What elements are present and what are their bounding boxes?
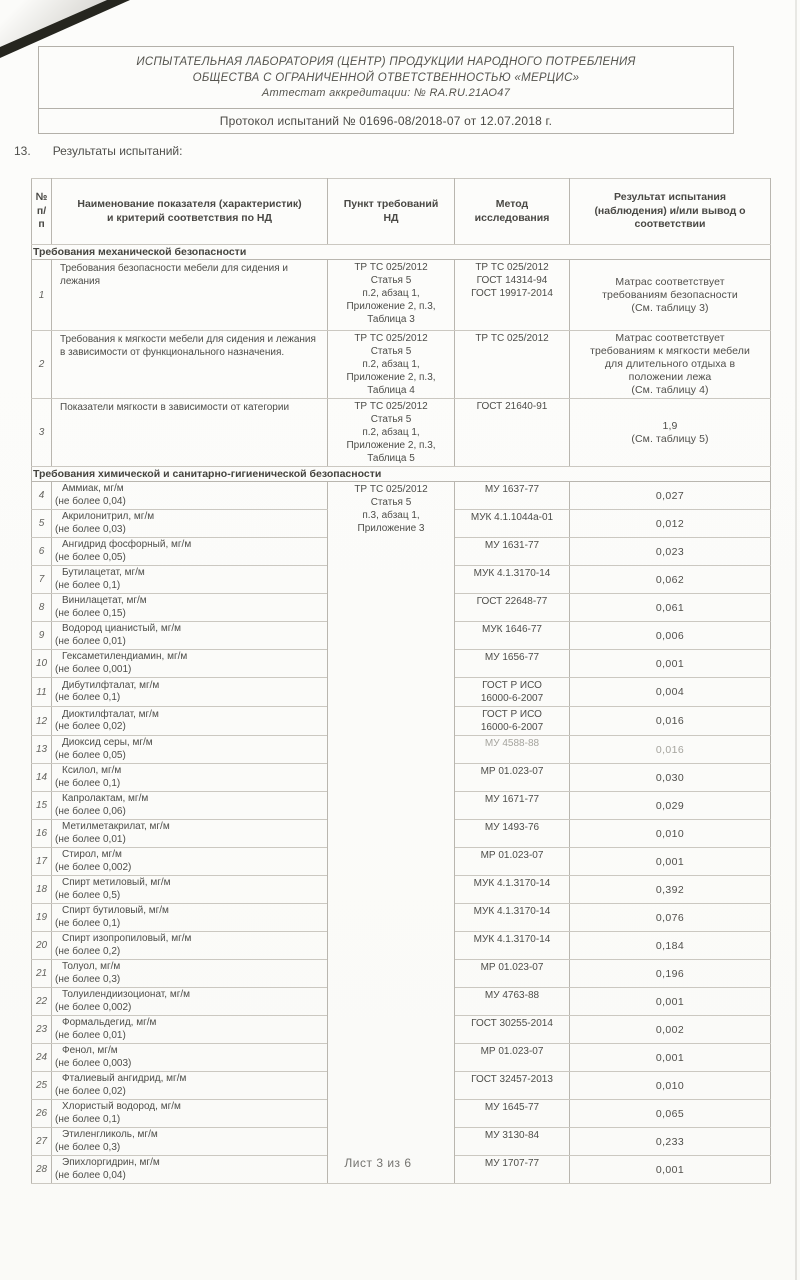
result-cell: 0,065: [570, 1100, 771, 1128]
result-cell: 0,023: [570, 538, 771, 566]
substance-name: Водород цианистый, мг/м: [62, 623, 181, 634]
cell-line: (См. таблицу 5): [631, 432, 709, 445]
cell-line: Приложение 2, п.3,: [346, 372, 436, 383]
row-number-cell: 16: [32, 820, 52, 848]
row-number-cell: 22: [32, 988, 52, 1016]
limit-value: (не более 0,04): [55, 495, 126, 507]
indicator-name-cell: [52, 764, 328, 792]
indicator-name-cell: [52, 848, 328, 876]
row-number-cell: 5: [32, 510, 52, 538]
section-header-row: [32, 245, 771, 260]
cell-line: МР 01.023-07: [480, 850, 544, 861]
result-cell: 0,076: [570, 904, 771, 932]
cell-line: №: [35, 191, 48, 204]
method-cell: [455, 650, 570, 678]
cell-line: ГОСТ 14314-94: [476, 275, 548, 286]
table-row: [32, 331, 771, 399]
cell-line: ГОСТ 21640-91: [476, 401, 548, 412]
method-cell: [455, 1044, 570, 1072]
substance-name: Дибутилфталат, мг/м: [62, 679, 160, 691]
substance-name: Стирол, мг/м: [62, 849, 122, 860]
indicator-name-cell: Требования безопасности мебели для сидения и лежания: [52, 260, 328, 331]
row-number-cell: 28: [32, 1156, 52, 1184]
method-cell: [455, 1100, 570, 1128]
limit-value: (не более 0,01): [55, 635, 126, 647]
substance-name: Бутилацетат, мг/м: [62, 567, 145, 578]
indicator-name-cell: Показатели мягкости в зависимости от категории: [52, 399, 328, 467]
result-cell: 0,027: [570, 482, 771, 510]
row-number-cell: 27: [32, 1128, 52, 1156]
substance-name: Спирт изопропиловый, мг/м: [62, 933, 192, 944]
cell-line: Статья 5: [370, 275, 412, 286]
cell-line: Таблица 4: [367, 385, 415, 396]
cell-line: ТР ТС 025/2012: [475, 333, 549, 344]
row-number-cell: 4: [32, 482, 52, 510]
limit-value: (не более 0,03): [55, 523, 126, 535]
method-cell: [455, 622, 570, 650]
result-cell: [570, 399, 771, 467]
method-cell: [455, 764, 570, 792]
cell-line: Метод: [495, 198, 529, 210]
method-cell: [455, 932, 570, 960]
cell-line: (наблюдения) и/или вывод о: [594, 204, 746, 217]
substance-name: Эпихлоргидрин, мг/м: [62, 1157, 160, 1168]
cell-line: МУ 3130-84: [484, 1130, 540, 1141]
cell-line: МР 01.023-07: [480, 766, 544, 777]
cell-line: (См. таблицу 3): [631, 301, 709, 314]
cell-line: Приложение 2, п.3,: [346, 440, 436, 451]
cell-line: Приложение 3: [357, 523, 425, 534]
method-cell: [455, 1156, 570, 1184]
limit-value: (не более 0,04): [55, 1169, 126, 1181]
indicator-name-cell: [52, 988, 328, 1016]
method-cell: [455, 988, 570, 1016]
indicator-name-cell: [52, 594, 328, 622]
cell-line: МУ 1631-77: [484, 540, 540, 551]
substance-name: Спирт бутиловый, мг/м: [62, 905, 169, 916]
substance-name: Акрилонитрил, мг/м: [62, 511, 155, 522]
cell-line: 16000-6-2007: [480, 722, 544, 733]
results-table-head: [32, 179, 771, 245]
substance-name: Ангидрид фосфорный, мг/м: [62, 539, 192, 550]
method-cell: [455, 820, 570, 848]
result-cell: 0,196: [570, 960, 771, 988]
limit-value: (не более 0,05): [55, 749, 126, 761]
cell-line: МР 01.023-07: [480, 962, 544, 973]
cell-line: ГОСТ 19917-2014: [471, 288, 553, 299]
cell-line: (См. таблицу 4): [631, 384, 709, 396]
substance-name: Формальдегид, мг/м: [62, 1017, 157, 1028]
cell-line: Таблица 5: [367, 453, 415, 464]
substance-name: Толуол, мг/м: [62, 961, 121, 972]
result-cell: 0,001: [570, 650, 771, 678]
method-cell: [455, 1072, 570, 1100]
method-cell: [455, 510, 570, 538]
cell-line: МУК 4.1.1044а-01: [470, 512, 554, 523]
row-number-cell: 26: [32, 1100, 52, 1128]
lab-title-line1: ИСПЫТАТЕЛЬНАЯ ЛАБОРАТОРИЯ (ЦЕНТР) ПРОДУКЦИИ НАРОДНОГО ПОТРЕБЛЕНИЯ: [136, 56, 636, 68]
results-caption: [14, 144, 182, 158]
protocol-number-line: Протокол испытаний № 01696-08/2018-07 от 12.07.2018 г.: [39, 108, 733, 133]
cell-line: ТР ТС 025/2012: [354, 484, 428, 495]
indicator-name-cell: [52, 1044, 328, 1072]
substance-name: Метилметакрилат, мг/м: [62, 821, 170, 832]
nd-clause-cell: [328, 482, 455, 1184]
limit-value: (не более 0,3): [55, 1141, 121, 1153]
substance-name: Спирт метиловый, мг/м: [62, 877, 171, 888]
indicator-name-cell: [52, 538, 328, 566]
cell-line: МУ 1645-77: [484, 1102, 540, 1113]
method-cell: [455, 960, 570, 988]
result-cell: 0,233: [570, 1128, 771, 1156]
col-header-punkt: [328, 179, 455, 245]
substance-name: Фенол, мг/м: [62, 1045, 118, 1056]
limit-value: (не более 0,02): [55, 1085, 126, 1097]
col-header-method: [455, 179, 570, 245]
cell-line: и критерий соответствия по НД: [107, 211, 272, 224]
section-title-cell: Требования механической безопасности: [32, 245, 771, 260]
indicator-name-cell: [52, 792, 328, 820]
result-cell: 0,001: [570, 848, 771, 876]
row-number-cell: 10: [32, 650, 52, 678]
cell-line: Статья 5: [370, 497, 412, 508]
nd-clause-cell: [328, 331, 455, 399]
row-number-cell: 6: [32, 538, 52, 566]
section-header-row: [32, 467, 771, 482]
row-number-cell: 8: [32, 594, 52, 622]
limit-value: (не более 0,1): [55, 1113, 121, 1125]
result-cell: 0,184: [570, 932, 771, 960]
indicator-name-cell: [52, 678, 328, 707]
indicator-name-cell: [52, 707, 328, 736]
limit-value: (не более 0,1): [55, 777, 121, 789]
cell-line: МУ 1671-77: [484, 794, 540, 805]
method-cell: [455, 260, 570, 331]
indicator-name-cell: [52, 1128, 328, 1156]
cell-line: положении лежа: [628, 371, 712, 383]
row-number-cell: 1: [32, 260, 52, 331]
indicator-name-cell: [52, 1016, 328, 1044]
limit-value: (не более 0,01): [55, 1029, 126, 1041]
cell-line: ГОСТ 30255-2014: [471, 1018, 553, 1029]
indicator-name-cell: [52, 1100, 328, 1128]
cell-line: МУ 1637-77: [484, 484, 540, 495]
cell-line: п.2, абзац 1,: [362, 288, 420, 299]
limit-value: (не более 0,15): [55, 607, 126, 619]
cell-line: ГОСТ Р ИСО: [482, 709, 542, 720]
row-number-cell: 24: [32, 1044, 52, 1072]
indicator-name-cell: [52, 876, 328, 904]
lab-title-line2: ОБЩЕСТВА С ОГРАНИЧЕННОЙ ОТВЕТСТВЕННОСТЬЮ «МЕРЦИС»: [192, 71, 580, 84]
result-cell: 0,004: [570, 678, 771, 707]
limit-value: (не более 0,2): [55, 945, 121, 957]
indicator-name-cell: [52, 1072, 328, 1100]
limit-value: (не более 0,05): [55, 551, 126, 563]
row-number-cell: 19: [32, 904, 52, 932]
table-row: [32, 482, 771, 510]
result-cell: 0,016: [570, 707, 771, 736]
cell-line: МУ 4763-88: [484, 990, 540, 1001]
results-section-title: Результаты испытаний:: [52, 144, 183, 158]
method-cell: [455, 736, 570, 764]
indicator-name-cell: [52, 482, 328, 510]
method-cell: [455, 1128, 570, 1156]
substance-name: Этиленгликоль, мг/м: [62, 1129, 158, 1140]
cell-line: Пункт требований: [343, 198, 439, 210]
method-cell: [455, 331, 570, 399]
row-number-cell: 11: [32, 678, 52, 707]
substance-name: Аммиак, мг/м: [62, 483, 124, 494]
substance-name: Ксилол, мг/м: [62, 765, 122, 776]
cell-line: Результат испытания: [614, 191, 726, 204]
substance-name: Диоктилфталат, мг/м: [62, 708, 159, 720]
cell-line: МУК 1646-77: [482, 624, 542, 635]
result-cell: [570, 260, 771, 331]
cell-line: МУК 4.1.3170-14: [473, 934, 551, 945]
cell-line: 1,9: [662, 419, 678, 432]
cell-line: ГОСТ Р ИСО: [482, 680, 542, 691]
method-cell: [455, 792, 570, 820]
cell-line: МУ 1656-77: [484, 652, 540, 663]
table-header-row: [32, 179, 771, 245]
cell-line: МУ 1493-76: [484, 822, 540, 833]
col-header-result: [570, 179, 771, 245]
cell-line: ГОСТ 32457-2013: [471, 1074, 553, 1085]
limit-value: (не более 0,002): [55, 1001, 132, 1013]
row-number-cell: 18: [32, 876, 52, 904]
cell-line: исследования: [474, 211, 550, 224]
cell-line: МР 01.023-07: [480, 1046, 544, 1057]
cell-line: ГОСТ 22648-77: [476, 596, 548, 607]
cell-line: Статья 5: [370, 414, 412, 425]
result-cell: 0,061: [570, 594, 771, 622]
method-cell: [455, 848, 570, 876]
col-header-name: [52, 179, 328, 245]
indicator-name-cell: [52, 904, 328, 932]
method-cell: [455, 566, 570, 594]
cell-line: п.2, абзац 1,: [362, 359, 420, 370]
method-cell: [455, 482, 570, 510]
cell-line: Матрас соответствует: [615, 332, 725, 344]
limit-value: (не более 0,003): [55, 1057, 132, 1069]
method-cell: [455, 538, 570, 566]
result-cell: 0,012: [570, 510, 771, 538]
cell-line: МУК 4.1.3170-14: [473, 878, 551, 889]
result-cell: 0,001: [570, 1044, 771, 1072]
indicator-name-cell: [52, 510, 328, 538]
row-number-cell: 15: [32, 792, 52, 820]
document-header: [38, 46, 734, 134]
limit-value: (не более 0,002): [55, 861, 132, 873]
table-row: [32, 260, 771, 331]
indicator-name-cell: [52, 1156, 328, 1184]
row-number-cell: 2: [32, 331, 52, 399]
cell-line: НД: [383, 211, 399, 224]
cell-line: МУ 4588-88: [484, 738, 540, 749]
substance-name: Диоксид серы, мг/м: [62, 737, 153, 748]
cell-line: ТР ТС 025/2012: [354, 401, 428, 412]
result-cell: [570, 331, 771, 399]
result-cell: 0,029: [570, 792, 771, 820]
row-number-cell: 12: [32, 707, 52, 736]
row-number-cell: 20: [32, 932, 52, 960]
indicator-name-cell: [52, 650, 328, 678]
nd-clause-cell: [328, 399, 455, 467]
cell-line: для длительного отдыха в: [604, 358, 736, 370]
cell-line: требованиям безопасности: [602, 288, 738, 301]
table-row: [32, 399, 771, 467]
method-cell: [455, 594, 570, 622]
cell-line: п.3, абзац 1,: [362, 510, 420, 521]
cell-line: ТР ТС 025/2012: [354, 333, 428, 344]
indicator-name-cell: [52, 960, 328, 988]
indicator-name-cell: Требования к мягкости мебели для сидения и лежания в зависимости от функционального назначения.: [52, 331, 328, 399]
result-cell: 0,010: [570, 1072, 771, 1100]
limit-value: (не более 0,06): [55, 805, 126, 817]
method-cell: [455, 1016, 570, 1044]
substance-name: Хлористый водород, мг/м: [62, 1101, 181, 1112]
limit-value: (не более 0,02): [55, 721, 126, 732]
row-number-cell: 21: [32, 960, 52, 988]
limit-value: (не более 0,001): [55, 663, 132, 675]
substance-name: Гексаметилендиамин, мг/м: [62, 651, 188, 662]
section-title-cell: Требования химической и санитарно-гигиенической безопасности: [32, 467, 771, 482]
substance-name: Капролактам, мг/м: [62, 793, 149, 804]
cell-line: Наименование показателя (характеристик): [77, 198, 302, 210]
nd-clause-cell: [328, 260, 455, 331]
method-cell: [455, 876, 570, 904]
cell-line: Матрас соответствует: [615, 275, 725, 288]
method-cell: [455, 904, 570, 932]
row-number-cell: 17: [32, 848, 52, 876]
results-table: [31, 178, 771, 1184]
result-cell: 0,016: [570, 736, 771, 764]
limit-value: (не более 0,1): [55, 917, 121, 929]
cell-line: ТР ТС 025/2012: [475, 262, 549, 273]
result-cell: 0,001: [570, 988, 771, 1016]
cell-line: соответствии: [634, 218, 706, 231]
row-number-cell: 23: [32, 1016, 52, 1044]
page-corner-fold: [0, 0, 107, 47]
substance-name: Винилацетат, мг/м: [62, 595, 147, 606]
page-number: Лист 3 из 6: [344, 1156, 412, 1170]
cell-line: Таблица 3: [367, 314, 415, 325]
indicator-name-cell: [52, 622, 328, 650]
limit-value: (не более 0,3): [55, 973, 121, 985]
cell-line: Приложение 2, п.3,: [346, 301, 436, 312]
indicator-name-cell: [52, 820, 328, 848]
method-cell: [455, 399, 570, 467]
row-number-cell: 14: [32, 764, 52, 792]
cell-line: МУК 4.1.3170-14: [473, 906, 551, 917]
lab-title-block: [39, 47, 733, 108]
result-cell: 0,006: [570, 622, 771, 650]
cell-line: п.2, абзац 1,: [362, 427, 420, 438]
limit-value: (не более 0,1): [55, 579, 121, 591]
col-header-num: [32, 179, 52, 245]
results-table-body: [32, 245, 771, 1184]
row-number-cell: 25: [32, 1072, 52, 1100]
cell-line: Статья 5: [370, 346, 412, 357]
substance-name: Фталиевый ангидрид, мг/м: [62, 1073, 187, 1084]
indicator-name-cell: [52, 736, 328, 764]
result-cell: 0,010: [570, 820, 771, 848]
cell-line: ТР ТС 025/2012: [354, 262, 428, 273]
method-cell: [455, 678, 570, 707]
method-cell: [455, 707, 570, 736]
cell-line: МУК 4.1.3170-14: [473, 568, 551, 579]
row-number-cell: 7: [32, 566, 52, 594]
row-number-cell: 9: [32, 622, 52, 650]
indicator-name-cell: [52, 932, 328, 960]
accreditation-line: Аттестат аккредитации: № RA.RU.21АО47: [261, 87, 511, 99]
cell-line: МУ 1707-77: [484, 1158, 540, 1169]
results-section-number: 13.: [14, 144, 31, 158]
cell-line: 16000-6-2007: [480, 693, 544, 704]
indicator-name-cell: [52, 566, 328, 594]
limit-value: (не более 0,5): [55, 889, 121, 901]
row-number-cell: 3: [32, 399, 52, 467]
result-cell: 0,001: [570, 1156, 771, 1184]
result-cell: 0,002: [570, 1016, 771, 1044]
row-number-cell: 13: [32, 736, 52, 764]
limit-value: (не более 0,1): [55, 692, 121, 703]
limit-value: (не более 0,01): [55, 833, 126, 845]
result-cell: 0,062: [570, 566, 771, 594]
cell-line: требованиям к мягкости мебели: [590, 345, 750, 357]
cell-line: п/п: [36, 204, 47, 231]
result-cell: 0,030: [570, 764, 771, 792]
result-cell: 0,392: [570, 876, 771, 904]
substance-name: Толуилендиизоционат, мг/м: [62, 989, 190, 1000]
